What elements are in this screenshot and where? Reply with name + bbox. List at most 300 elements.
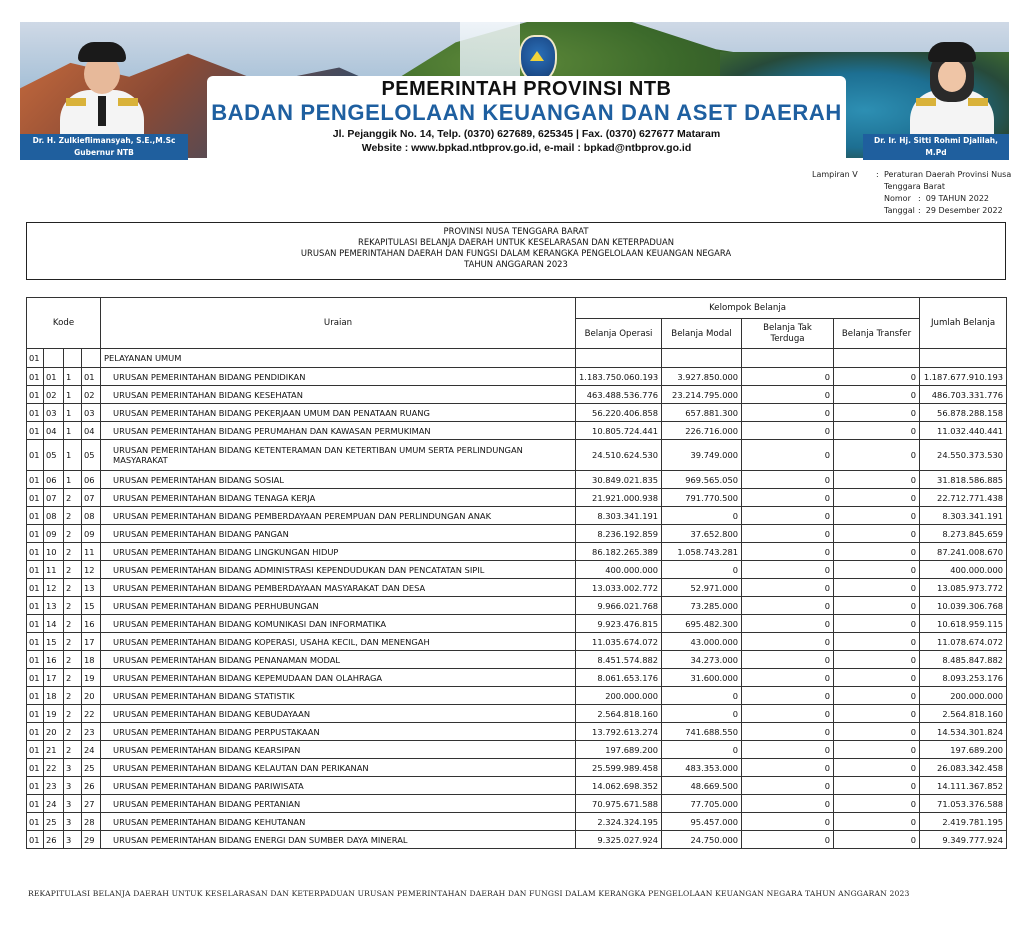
- table-row: [27, 651, 1007, 669]
- governor-caption: [20, 134, 188, 160]
- cell-kode-1: 01: [27, 651, 44, 669]
- table-row: [27, 795, 1007, 813]
- cell-kode-2: 14: [44, 615, 64, 633]
- cell-uraian: URUSAN PEMERINTAHAN BIDANG KEHUTANAN: [101, 813, 576, 831]
- cell-kode-2: 17: [44, 669, 64, 687]
- cell-kode-3: 2: [64, 597, 82, 615]
- cell-belanja-modal: 73.285.000: [662, 597, 742, 615]
- cell-jumlah-belanja: 10.618.959.115: [920, 615, 1007, 633]
- report-header-box: [26, 222, 1006, 280]
- col-kelompok-header: Kelompok Belanja: [576, 298, 920, 319]
- cell-belanja-tak-terduga: 0: [742, 525, 834, 543]
- cell-belanja-operasi: 30.849.021.835: [576, 471, 662, 489]
- cell-kode-4: 17: [82, 633, 101, 651]
- header-banner: [20, 22, 1009, 169]
- cell-kode-1: 01: [27, 759, 44, 777]
- cell-belanja-tak-terduga: 0: [742, 422, 834, 440]
- cell-kode-1: 01: [27, 795, 44, 813]
- cell-belanja-operasi: 463.488.536.776: [576, 386, 662, 404]
- tanggal-value: 29 Desember 2022: [925, 206, 1003, 215]
- cell-belanja-tak-terduga: 0: [742, 615, 834, 633]
- cell-kode-1: 01: [27, 422, 44, 440]
- cell-uraian: URUSAN PEMERINTAHAN BIDANG ENERGI DAN SUMBER DAYA MINERAL: [101, 831, 576, 849]
- cell-belanja-tak-terduga: 0: [742, 741, 834, 759]
- cell-belanja-transfer: 0: [834, 705, 920, 723]
- cell-kode-4: 09: [82, 525, 101, 543]
- table-row: [27, 633, 1007, 651]
- cell-uraian: URUSAN PEMERINTAHAN BIDANG PEMBERDAYAAN PEREMPUAN DAN PERLINDUNGAN ANAK: [101, 507, 576, 525]
- cell-belanja-operasi: 70.975.671.588: [576, 795, 662, 813]
- agency-title: BADAN PENGELOLAAN KEUANGAN DAN ASET DAERAH: [211, 100, 842, 125]
- cell-kode-1: 01: [27, 471, 44, 489]
- cell-kode-1: 01: [27, 777, 44, 795]
- cell-kode-2: 08: [44, 507, 64, 525]
- cell-belanja-operasi: 13.792.613.274: [576, 723, 662, 741]
- cell-kode-3: 2: [64, 741, 82, 759]
- cell-belanja-transfer: 0: [834, 386, 920, 404]
- cell-jumlah-belanja: 22.712.771.438: [920, 489, 1007, 507]
- cell-jumlah-belanja: 200.000.000: [920, 687, 1007, 705]
- cell-belanja-modal: 483.353.000: [662, 759, 742, 777]
- cell-kode-2: 19: [44, 705, 64, 723]
- cell-belanja-operasi: 14.062.698.352: [576, 777, 662, 795]
- cell-belanja-tak-terduga: 0: [742, 705, 834, 723]
- cell-kode-3: 2: [64, 507, 82, 525]
- cell-kode-2: 11: [44, 561, 64, 579]
- cell-belanja-modal: 31.600.000: [662, 669, 742, 687]
- cell-belanja-operasi: 8.303.341.191: [576, 507, 662, 525]
- cell-kode-3: 2: [64, 489, 82, 507]
- cell-belanja-operasi: 200.000.000: [576, 687, 662, 705]
- cell-kode-4: 04: [82, 422, 101, 440]
- cell-kode-4: 15: [82, 597, 101, 615]
- agency-website: Website : www.bpkad.ntbprov.go.id, e-mail : bpkad@ntbprov.go.id: [361, 142, 692, 154]
- cell-belanja-transfer: 0: [834, 597, 920, 615]
- table-row: [27, 368, 1007, 386]
- cell-belanja-tak-terduga: 0: [742, 831, 834, 849]
- cell-jumlah-belanja: 8.273.845.659: [920, 525, 1007, 543]
- cell-belanja-modal: 43.000.000: [662, 633, 742, 651]
- table-row: [27, 561, 1007, 579]
- cell-kode-3: 2: [64, 543, 82, 561]
- cell-belanja-transfer: 0: [834, 777, 920, 795]
- cell-belanja-modal: 39.749.000: [662, 440, 742, 471]
- cell-kode-4: 06: [82, 471, 101, 489]
- cell-kode-3: 2: [64, 651, 82, 669]
- cell-uraian: URUSAN PEMERINTAHAN BIDANG KEARSIPAN: [101, 741, 576, 759]
- cell-jumlah-belanja: 13.085.973.772: [920, 579, 1007, 597]
- cell-belanja-modal: 34.273.000: [662, 651, 742, 669]
- cell-kode-4: 29: [82, 831, 101, 849]
- cell-belanja-operasi: 25.599.989.458: [576, 759, 662, 777]
- col-operasi-header: Belanja Operasi: [576, 319, 662, 349]
- cell-belanja-tak-terduga: 0: [742, 489, 834, 507]
- cell-jumlah-belanja: 71.053.376.588: [920, 795, 1007, 813]
- cell-belanja-tak-terduga: 0: [742, 687, 834, 705]
- cell-belanja-transfer: 0: [834, 669, 920, 687]
- cell-kode-4: 13: [82, 579, 101, 597]
- cell-belanja-transfer: 0: [834, 687, 920, 705]
- cell-kode-3: 2: [64, 633, 82, 651]
- cell-kode-3: 2: [64, 669, 82, 687]
- cell-jumlah-belanja: 197.689.200: [920, 741, 1007, 759]
- government-title: PEMERINTAH PROVINSI NTB: [381, 78, 672, 100]
- cell-kode-1: 01: [27, 507, 44, 525]
- cell-kode-2: 12: [44, 579, 64, 597]
- cell-kode-3: 3: [64, 831, 82, 849]
- cell-kode-1: 01: [27, 615, 44, 633]
- cell-belanja-operasi: 24.510.624.530: [576, 440, 662, 471]
- cell-kode-4: 16: [82, 615, 101, 633]
- cell-belanja-tak-terduga: 0: [742, 795, 834, 813]
- cell-belanja-tak-terduga: 0: [742, 597, 834, 615]
- cell-kode-3: 1: [64, 471, 82, 489]
- vice-governor-role: Wakil Gubernur NTB: [893, 160, 979, 169]
- cell-belanja-transfer: 0: [834, 651, 920, 669]
- cell-jumlah-belanja: 486.703.331.776: [920, 386, 1007, 404]
- cell-belanja-tak-terduga: 0: [742, 813, 834, 831]
- cell-belanja-modal: 0: [662, 705, 742, 723]
- cell-kode-3: 2: [64, 705, 82, 723]
- cell-uraian: URUSAN PEMERINTAHAN BIDANG KEPEMUDAAN DAN OLAHRAGA: [101, 669, 576, 687]
- cell-kode-4: 05: [82, 440, 101, 471]
- cell-uraian: URUSAN PEMERINTAHAN BIDANG KEBUDAYAAN: [101, 705, 576, 723]
- section-label: PELAYANAN UMUM: [101, 349, 576, 368]
- cell-kode-2: 16: [44, 651, 64, 669]
- nomor-label: Nomor: [884, 194, 911, 203]
- cell-jumlah-belanja: 87.241.008.670: [920, 543, 1007, 561]
- cell-belanja-transfer: 0: [834, 741, 920, 759]
- cell-belanja-transfer: 0: [834, 440, 920, 471]
- cell-belanja-modal: 226.716.000: [662, 422, 742, 440]
- lampiran-line2: Tenggara Barat: [884, 182, 946, 191]
- cell-belanja-transfer: 0: [834, 489, 920, 507]
- cell-kode-4: 28: [82, 813, 101, 831]
- cell-kode-2: 02: [44, 386, 64, 404]
- cell-kode-3: 1: [64, 440, 82, 471]
- cell-belanja-modal: 791.770.500: [662, 489, 742, 507]
- table-row: [27, 525, 1007, 543]
- cell-belanja-modal: 23.214.795.000: [662, 386, 742, 404]
- cell-jumlah-belanja: 31.818.586.885: [920, 471, 1007, 489]
- cell-belanja-tak-terduga: 0: [742, 368, 834, 386]
- cell-kode-3: 2: [64, 615, 82, 633]
- cell-kode-1: 01: [27, 687, 44, 705]
- cell-kode-1: 01: [27, 404, 44, 422]
- cell-belanja-transfer: 0: [834, 422, 920, 440]
- banner-title-box: [207, 76, 846, 174]
- cell-belanja-tak-terduga: 0: [742, 561, 834, 579]
- cell-kode-1: 01: [27, 489, 44, 507]
- vice-governor-caption: [863, 134, 1009, 169]
- table-row: [27, 723, 1007, 741]
- cell-kode-4: 23: [82, 723, 101, 741]
- table-row: [27, 579, 1007, 597]
- nomor-value: 09 TAHUN 2022: [925, 194, 989, 203]
- cell-belanja-transfer: 0: [834, 759, 920, 777]
- vice-governor-photo: [906, 40, 998, 144]
- cell-belanja-operasi: 2.564.818.160: [576, 705, 662, 723]
- cell-jumlah-belanja: 14.534.301.824: [920, 723, 1007, 741]
- cell-kode-3: 3: [64, 813, 82, 831]
- cell-jumlah-belanja: 26.083.342.458: [920, 759, 1007, 777]
- report-province: PROVINSI NUSA TENGGARA BARAT: [443, 226, 589, 236]
- cell-kode-4: 22: [82, 705, 101, 723]
- cell-jumlah-belanja: 10.039.306.768: [920, 597, 1007, 615]
- cell-belanja-tak-terduga: 0: [742, 633, 834, 651]
- cell-belanja-modal: 1.058.743.281: [662, 543, 742, 561]
- cell-belanja-tak-terduga: 0: [742, 759, 834, 777]
- cell-belanja-transfer: 0: [834, 543, 920, 561]
- table-row: [27, 597, 1007, 615]
- cell-kode-3: 1: [64, 386, 82, 404]
- cell-belanja-modal: 3.927.850.000: [662, 368, 742, 386]
- report-year: TAHUN ANGGARAN 2023: [464, 259, 568, 269]
- cell-kode-2: 13: [44, 597, 64, 615]
- lampiran-label: Lampiran V: [812, 170, 858, 179]
- cell-belanja-tak-terduga: 0: [742, 440, 834, 471]
- cell-kode-4: 27: [82, 795, 101, 813]
- cell-jumlah-belanja: 8.093.253.176: [920, 669, 1007, 687]
- section-code: 01: [27, 349, 44, 368]
- cell-uraian: URUSAN PEMERINTAHAN BIDANG LINGKUNGAN HIDUP: [101, 543, 576, 561]
- cell-kode-1: 01: [27, 705, 44, 723]
- cell-kode-2: 10: [44, 543, 64, 561]
- cell-jumlah-belanja: 24.550.373.530: [920, 440, 1007, 471]
- cell-kode-4: 19: [82, 669, 101, 687]
- col-transfer-header: Belanja Transfer: [834, 319, 920, 349]
- cell-jumlah-belanja: 9.349.777.924: [920, 831, 1007, 849]
- cell-kode-1: 01: [27, 579, 44, 597]
- cell-uraian: URUSAN PEMERINTAHAN BIDANG KOPERASI, USAHA KECIL, DAN MENENGAH: [101, 633, 576, 651]
- vice-governor-name: Dr. Ir. Hj. Sitti Rohmi Djalilah, M.Pd: [874, 136, 998, 157]
- cell-belanja-transfer: 0: [834, 507, 920, 525]
- table-row: [27, 404, 1007, 422]
- cell-belanja-tak-terduga: 0: [742, 386, 834, 404]
- cell-uraian: URUSAN PEMERINTAHAN BIDANG PARIWISATA: [101, 777, 576, 795]
- agency-address: Jl. Pejanggik No. 14, Telp. (0370) 627689, 625345 | Fax. (0370) 627677 Mataram: [332, 128, 721, 140]
- table-row: [27, 669, 1007, 687]
- cell-kode-2: 18: [44, 687, 64, 705]
- cell-jumlah-belanja: 400.000.000: [920, 561, 1007, 579]
- cell-uraian: URUSAN PEMERINTAHAN BIDANG PENANAMAN MODAL: [101, 651, 576, 669]
- cell-belanja-modal: 695.482.300: [662, 615, 742, 633]
- cell-kode-4: 07: [82, 489, 101, 507]
- cell-kode-4: 01: [82, 368, 101, 386]
- cell-belanja-modal: 741.688.550: [662, 723, 742, 741]
- cell-kode-3: 2: [64, 723, 82, 741]
- cell-belanja-operasi: 9.923.476.815: [576, 615, 662, 633]
- cell-kode-2: 22: [44, 759, 64, 777]
- cell-belanja-transfer: 0: [834, 615, 920, 633]
- table-row: [27, 422, 1007, 440]
- cell-kode-4: 08: [82, 507, 101, 525]
- cell-belanja-modal: 0: [662, 507, 742, 525]
- cell-belanja-tak-terduga: 0: [742, 669, 834, 687]
- cell-kode-1: 01: [27, 813, 44, 831]
- cell-belanja-transfer: 0: [834, 471, 920, 489]
- cell-belanja-modal: 37.652.800: [662, 525, 742, 543]
- col-modal-header: Belanja Modal: [662, 319, 742, 349]
- cell-belanja-operasi: 9.325.027.924: [576, 831, 662, 849]
- cell-belanja-operasi: 10.805.724.441: [576, 422, 662, 440]
- cell-kode-3: 2: [64, 525, 82, 543]
- cell-belanja-tak-terduga: 0: [742, 777, 834, 795]
- cell-belanja-tak-terduga: 0: [742, 651, 834, 669]
- table-row: [27, 831, 1007, 849]
- cell-kode-1: 01: [27, 525, 44, 543]
- cell-uraian: URUSAN PEMERINTAHAN BIDANG TENAGA KERJA: [101, 489, 576, 507]
- page-footer: REKAPITULASI BELANJA DAERAH UNTUK KESELARASAN DAN KETERPADUAN URUSAN PEMERINTAHAN DAERAH DAN FUNGSI DALAM KERANGKA PENGELOLAAN KEUANGAN NEGARA TAHUN ANGGARAN 2023: [28, 889, 910, 898]
- cell-uraian: URUSAN PEMERINTAHAN BIDANG PERUMAHAN DAN KAWASAN PERMUKIMAN: [101, 422, 576, 440]
- cell-kode-1: 01: [27, 440, 44, 471]
- cell-belanja-modal: 0: [662, 561, 742, 579]
- cell-jumlah-belanja: 11.078.674.072: [920, 633, 1007, 651]
- cell-jumlah-belanja: 1.187.677.910.193: [920, 368, 1007, 386]
- cell-belanja-modal: 0: [662, 687, 742, 705]
- cell-jumlah-belanja: 14.111.367.852: [920, 777, 1007, 795]
- cell-uraian: URUSAN PEMERINTAHAN BIDANG ADMINISTRASI KEPENDUDUKAN DAN PENCATATAN SIPIL: [101, 561, 576, 579]
- cell-belanja-modal: 24.750.000: [662, 831, 742, 849]
- cell-kode-2: 26: [44, 831, 64, 849]
- cell-kode-2: 21: [44, 741, 64, 759]
- cell-belanja-tak-terduga: 0: [742, 507, 834, 525]
- col-uraian-header: Uraian: [101, 298, 576, 349]
- cell-kode-2: 24: [44, 795, 64, 813]
- cell-kode-1: 01: [27, 669, 44, 687]
- table-row: [27, 543, 1007, 561]
- cell-kode-3: 2: [64, 561, 82, 579]
- cell-belanja-modal: 52.971.000: [662, 579, 742, 597]
- cell-kode-2: 03: [44, 404, 64, 422]
- table-row: [27, 759, 1007, 777]
- cell-belanja-operasi: 400.000.000: [576, 561, 662, 579]
- cell-kode-4: 26: [82, 777, 101, 795]
- report-title: REKAPITULASI BELANJA DAERAH UNTUK KESELARASAN DAN KETERPADUAN: [358, 237, 674, 247]
- col-tak-terduga-header: Belanja Tak Terduga: [742, 319, 834, 349]
- cell-belanja-transfer: 0: [834, 633, 920, 651]
- tanggal-label: Tanggal: [884, 206, 915, 215]
- cell-kode-3: 2: [64, 579, 82, 597]
- cell-kode-2: 07: [44, 489, 64, 507]
- cell-kode-1: 01: [27, 561, 44, 579]
- cell-kode-2: 01: [44, 368, 64, 386]
- cell-jumlah-belanja: 8.303.341.191: [920, 507, 1007, 525]
- cell-belanja-operasi: 86.182.265.389: [576, 543, 662, 561]
- cell-kode-3: 3: [64, 759, 82, 777]
- table-row: [27, 813, 1007, 831]
- cell-jumlah-belanja: 8.485.847.882: [920, 651, 1007, 669]
- cell-kode-4: 11: [82, 543, 101, 561]
- report-subtitle: URUSAN PEMERINTAHAN DAERAH DAN FUNGSI DALAM KERANGKA PENGELOLAAN KEUANGAN NEGARA: [300, 248, 732, 258]
- cell-kode-3: 1: [64, 404, 82, 422]
- cell-belanja-transfer: 0: [834, 368, 920, 386]
- cell-belanja-operasi: 21.921.000.938: [576, 489, 662, 507]
- cell-belanja-tak-terduga: 0: [742, 723, 834, 741]
- cell-uraian: URUSAN PEMERINTAHAN BIDANG PERPUSTAKAAN: [101, 723, 576, 741]
- cell-uraian: URUSAN PEMERINTAHAN BIDANG PEKERJAAN UMUM DAN PENATAAN RUANG: [101, 404, 576, 422]
- cell-belanja-transfer: 0: [834, 813, 920, 831]
- cell-jumlah-belanja: 2.419.781.195: [920, 813, 1007, 831]
- cell-kode-1: 01: [27, 597, 44, 615]
- cell-kode-4: 24: [82, 741, 101, 759]
- cell-belanja-modal: 95.457.000: [662, 813, 742, 831]
- cell-kode-2: 23: [44, 777, 64, 795]
- cell-belanja-tak-terduga: 0: [742, 579, 834, 597]
- cell-belanja-operasi: 8.451.574.882: [576, 651, 662, 669]
- cell-uraian: URUSAN PEMERINTAHAN BIDANG KOMUNIKASI DAN INFORMATIKA: [101, 615, 576, 633]
- cell-belanja-tak-terduga: 0: [742, 404, 834, 422]
- budget-table: [26, 297, 1007, 849]
- cell-kode-2: 06: [44, 471, 64, 489]
- governor-photo: [56, 40, 148, 144]
- col-kode-header: Kode: [27, 298, 101, 349]
- col-jumlah-header: Jumlah Belanja: [920, 298, 1007, 349]
- cell-belanja-modal: 657.881.300: [662, 404, 742, 422]
- cell-belanja-operasi: 11.035.674.072: [576, 633, 662, 651]
- table-row: [27, 386, 1007, 404]
- cell-kode-2: 09: [44, 525, 64, 543]
- cell-kode-4: 02: [82, 386, 101, 404]
- table-row: [27, 507, 1007, 525]
- cell-belanja-tak-terduga: 0: [742, 543, 834, 561]
- cell-uraian: URUSAN PEMERINTAHAN BIDANG STATISTIK: [101, 687, 576, 705]
- cell-belanja-operasi: 13.033.002.772: [576, 579, 662, 597]
- cell-kode-4: 25: [82, 759, 101, 777]
- governor-name: Dr. H. Zulkieflimansyah, S.E.,M.Sc: [32, 136, 176, 145]
- section-row: [27, 349, 1007, 368]
- table-row: [27, 489, 1007, 507]
- table-row: [27, 777, 1007, 795]
- governor-role: Gubernur NTB: [74, 148, 134, 157]
- cell-kode-2: 15: [44, 633, 64, 651]
- cell-belanja-modal: 77.705.000: [662, 795, 742, 813]
- cell-belanja-transfer: 0: [834, 795, 920, 813]
- cell-belanja-operasi: 1.183.750.060.193: [576, 368, 662, 386]
- cell-kode-1: 01: [27, 831, 44, 849]
- cell-belanja-operasi: 8.061.653.176: [576, 669, 662, 687]
- cell-uraian: URUSAN PEMERINTAHAN BIDANG KESEHATAN: [101, 386, 576, 404]
- table-row: [27, 687, 1007, 705]
- cell-belanja-modal: 0: [662, 741, 742, 759]
- cell-belanja-transfer: 0: [834, 525, 920, 543]
- cell-kode-3: 2: [64, 687, 82, 705]
- cell-kode-3: 3: [64, 777, 82, 795]
- cell-kode-1: 01: [27, 386, 44, 404]
- table-row: [27, 471, 1007, 489]
- cell-belanja-modal: 969.565.050: [662, 471, 742, 489]
- cell-belanja-operasi: 56.220.406.858: [576, 404, 662, 422]
- cell-uraian: URUSAN PEMERINTAHAN BIDANG PENDIDIKAN: [101, 368, 576, 386]
- cell-belanja-transfer: 0: [834, 579, 920, 597]
- cell-belanja-transfer: 0: [834, 404, 920, 422]
- cell-uraian: URUSAN PEMERINTAHAN BIDANG PANGAN: [101, 525, 576, 543]
- cell-jumlah-belanja: 56.878.288.158: [920, 404, 1007, 422]
- cell-kode-2: 25: [44, 813, 64, 831]
- lampiran-block: Lampiran V : Peraturan Daerah Provinsi Nusa Tenggara Barat Nomor : 09 TAHUN 2022 Tanggal : 29 Desember 2022: [812, 169, 1024, 217]
- cell-kode-1: 01: [27, 633, 44, 651]
- cell-belanja-transfer: 0: [834, 561, 920, 579]
- cell-kode-3: 3: [64, 795, 82, 813]
- cell-belanja-operasi: 8.236.192.859: [576, 525, 662, 543]
- cell-kode-3: 1: [64, 368, 82, 386]
- cell-belanja-transfer: 0: [834, 723, 920, 741]
- cell-belanja-modal: 48.669.500: [662, 777, 742, 795]
- cell-kode-4: 18: [82, 651, 101, 669]
- cell-kode-4: 12: [82, 561, 101, 579]
- cell-uraian: URUSAN PEMERINTAHAN BIDANG KELAUTAN DAN PERIKANAN: [101, 759, 576, 777]
- cell-belanja-transfer: 0: [834, 831, 920, 849]
